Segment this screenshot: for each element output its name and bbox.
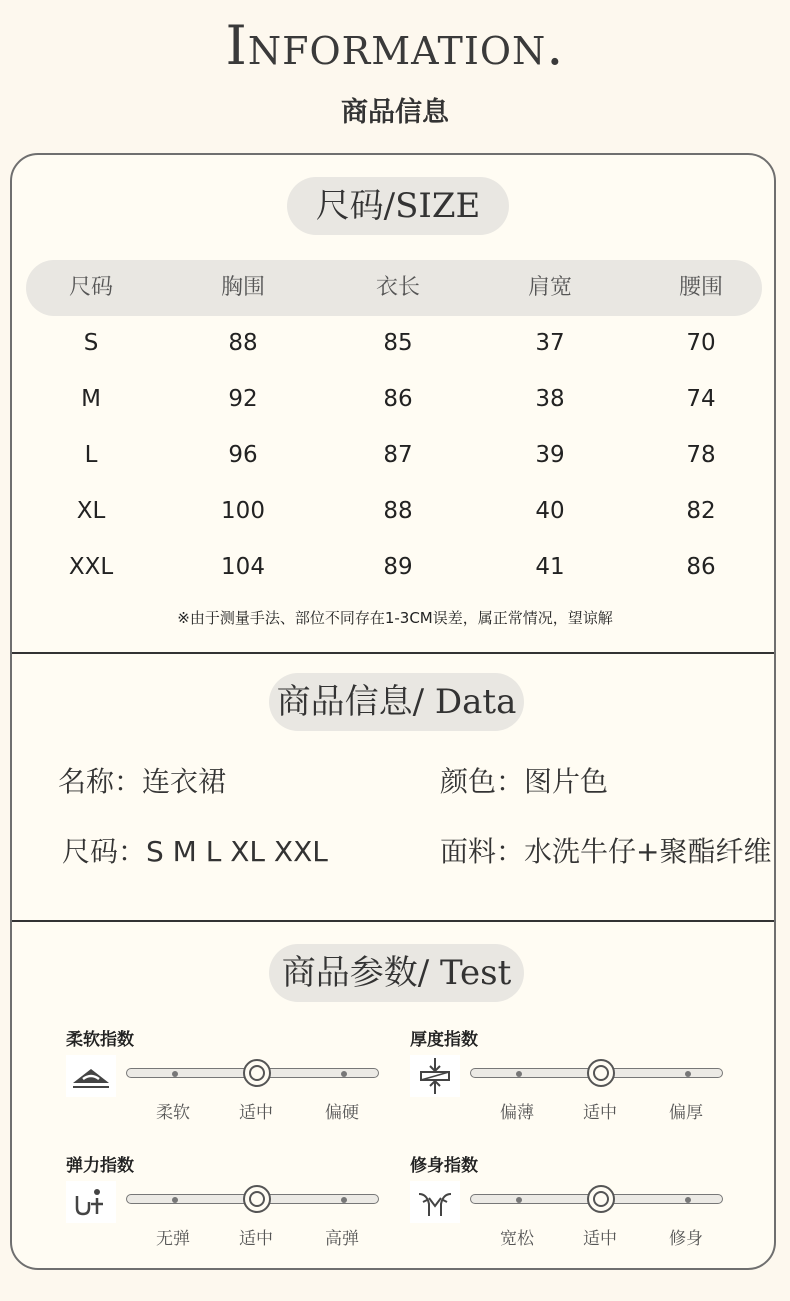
slider-tick	[685, 1071, 691, 1077]
table-cell: 41	[535, 554, 565, 580]
page-subtitle: 商品信息	[341, 97, 449, 128]
param-title: 柔软指数	[66, 1030, 134, 1050]
param-label: 宽松	[500, 1229, 534, 1249]
table-row	[12, 323, 776, 363]
elasticity-param	[66, 1151, 386, 1251]
table-cell: L	[84, 442, 98, 468]
param-label: 柔软	[156, 1103, 190, 1123]
param-label: 偏薄	[500, 1103, 534, 1123]
slider-tick	[516, 1197, 522, 1203]
fit-slider	[470, 1194, 723, 1204]
table-cell: 88	[228, 330, 258, 356]
section-divider	[12, 652, 776, 654]
table-cell: 92	[228, 386, 258, 412]
table-cell: 39	[535, 442, 565, 468]
slider-tick	[341, 1071, 347, 1077]
table-cell: XXL	[68, 554, 114, 580]
test-section-title: 商品参数/ Test	[269, 944, 524, 1002]
column-header: 腰围	[678, 275, 723, 300]
softness-icon	[66, 1055, 116, 1097]
section-divider	[12, 920, 776, 922]
param-title: 厚度指数	[410, 1030, 478, 1050]
table-cell: XL	[76, 498, 106, 524]
table-cell: 86	[686, 554, 716, 580]
slider-tick	[172, 1197, 178, 1203]
elasticity-slider	[126, 1194, 379, 1204]
thickness-icon	[410, 1055, 460, 1097]
param-label: 无弹	[156, 1229, 190, 1249]
param-label: 高弹	[325, 1229, 359, 1249]
slider-tick	[516, 1071, 522, 1077]
slider-tick	[341, 1197, 347, 1203]
product-sizes: 尺码：S M L XL XXL	[62, 835, 328, 868]
column-header: 尺码	[68, 275, 113, 300]
table-cell: 78	[686, 442, 716, 468]
param-title: 修身指数	[410, 1156, 478, 1176]
param-title: 弹力指数	[66, 1156, 134, 1176]
product-name: 名称：连衣裙	[58, 765, 227, 798]
slider-tick	[172, 1071, 178, 1077]
slider-knob	[243, 1185, 271, 1213]
softness-param	[66, 1025, 386, 1125]
table-cell: 37	[535, 330, 565, 356]
table-cell: 87	[383, 442, 413, 468]
slider-tick	[685, 1197, 691, 1203]
column-header: 肩宽	[527, 275, 572, 300]
table-cell: 100	[221, 498, 265, 524]
table-cell: 104	[221, 554, 265, 580]
table-cell: 85	[383, 330, 413, 356]
slider-knob	[587, 1059, 615, 1087]
info-card	[10, 153, 776, 1270]
elasticity-icon	[66, 1181, 116, 1223]
column-header: 衣长	[375, 275, 420, 300]
table-cell: 70	[686, 330, 716, 356]
table-cell: 40	[535, 498, 565, 524]
param-label: 修身	[669, 1229, 703, 1249]
table-cell: 88	[383, 498, 413, 524]
slider-knob	[243, 1059, 271, 1087]
fit-param	[410, 1151, 730, 1251]
size-section-title: 尺码/SIZE	[287, 177, 509, 235]
size-table-header	[26, 260, 762, 316]
table-cell: 82	[686, 498, 716, 524]
data-section-title: 商品信息/ Data	[269, 673, 524, 731]
param-label: 适中	[239, 1229, 273, 1249]
table-cell: 86	[383, 386, 413, 412]
page-title: Information.	[225, 14, 565, 77]
fit-icon	[410, 1181, 460, 1223]
table-row	[12, 547, 776, 587]
param-label: 偏厚	[669, 1103, 703, 1123]
param-label: 适中	[583, 1229, 617, 1249]
table-cell: 38	[535, 386, 565, 412]
param-label: 适中	[583, 1103, 617, 1123]
table-row	[12, 435, 776, 475]
thickness-param	[410, 1025, 730, 1125]
param-label: 适中	[239, 1103, 273, 1123]
table-cell: 89	[383, 554, 413, 580]
size-note: ※由于测量手法、部位不同存在1-3CM误差，属正常情况，望谅解	[177, 609, 613, 627]
product-color: 颜色：图片色	[440, 765, 609, 798]
table-cell: 74	[686, 386, 716, 412]
table-cell: M	[81, 386, 101, 412]
table-cell: 96	[228, 442, 258, 468]
param-label: 偏硬	[325, 1103, 359, 1123]
product-fabric: 面料：水洗牛仔+聚酯纤维	[440, 835, 772, 868]
table-row	[12, 379, 776, 419]
softness-slider	[126, 1068, 379, 1078]
slider-knob	[587, 1185, 615, 1213]
thickness-slider	[470, 1068, 723, 1078]
table-cell: S	[83, 330, 99, 356]
column-header: 胸围	[220, 275, 265, 300]
table-row	[12, 491, 776, 531]
